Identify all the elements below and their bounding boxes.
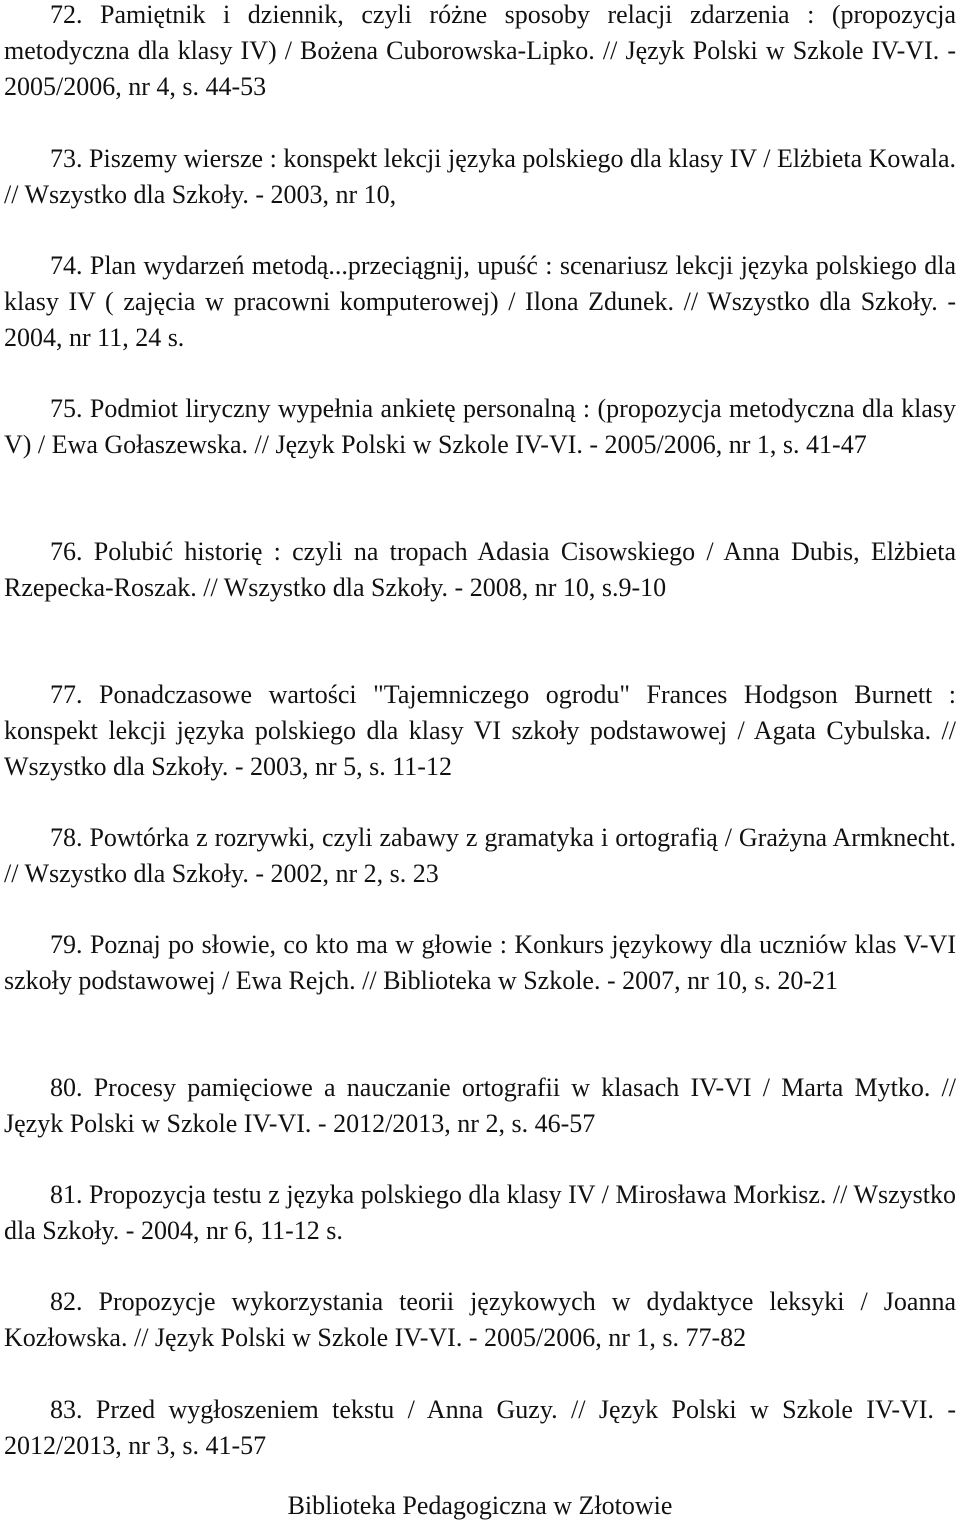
bibliography-entry-81: 81. Propozycja testu z języka polskiego dla klasy IV / Mirosława Morkisz. // Wszystko dla Szkoły. - 2004, nr 6, 11-12 s. (4, 1180, 956, 1245)
bibliography-entry-76: 76. Polubić historię : czyli na tropach Adasia Cisowskiego / Anna Dubis, Elżbieta Rzepecka-Roszak. // Wszystko dla Szkoły. - 2008, nr 10, s.9-10 (4, 537, 956, 602)
bibliography-entry-74: 74. Plan wydarzeń metodą...przeciągnij, upuść : scenariusz lekcji języka polskiego dla klasy IV ( zajęcia w pracowni komputerowej) / Ilona Zdunek. // Wszystko dla Szkoły. - 2004, nr 11, 24 s. (4, 251, 956, 352)
bibliography-entry-73: 73. Piszemy wiersze : konspekt lekcji języka polskiego dla klasy IV / Elżbieta Kowala. // Wszystko dla Szkoły. - 2003, nr 10, (4, 144, 956, 209)
bibliography-entry-72: 72. Pamiętnik i dziennik, czyli różne sposoby relacji zdarzenia : (propozycja metodyczna dla klasy IV) / Bożena Cuborowska-Lipko. // Język Polski w Szkole IV-VI. - 2005/2006, nr 4, s. 44-53 (4, 0, 956, 101)
bibliography-entry-75: 75. Podmiot liryczny wypełnia ankietę personalną : (propozycja metodyczna dla klasy V) / Ewa Gołaszewska. // Język Polski w Szkole IV-VI. - 2005/2006, nr 1, s. 41-47 (4, 394, 956, 459)
bibliography-entry-78: 78. Powtórka z rozrywki, czyli zabawy z gramatyka i ortografią / Grażyna Armknecht. // Wszystko dla Szkoły. - 2002, nr 2, s. 23 (4, 823, 956, 888)
bibliography-entry-83: 83. Przed wygłoszeniem tekstu / Anna Guzy. // Język Polski w Szkole IV-VI. - 2012/2013, nr 3, s. 41-57 (4, 1395, 956, 1460)
bibliography-entry-79: 79. Poznaj po słowie, co kto ma w głowie : Konkurs językowy dla uczniów klas V-VI szkoły podstawowej / Ewa Rejch. // Biblioteka w Szkole. - 2007, nr 10, s. 20-21 (4, 930, 956, 995)
page-footer: Biblioteka Pedagogiczna w Złotowie (287, 1491, 673, 1520)
bibliography-entry-82: 82. Propozycje wykorzystania teorii językowych w dydaktyce leksyki / Joanna Kozłowska. // Język Polski w Szkole IV-VI. - 2005/2006, nr 1, s. 77-82 (4, 1287, 956, 1352)
bibliography-entry-80: 80. Procesy pamięciowe a nauczanie ortografii w klasach IV-VI / Marta Mytko. // Język Polski w Szkole IV-VI. - 2012/2013, nr 2, s. 46-57 (4, 1073, 956, 1138)
bibliography-entry-77: 77. Ponadczasowe wartości "Tajemniczego ogrodu" Frances Hodgson Burnett : konspekt lekcji języka polskiego dla klasy VI szkoły podstawowej / Agata Cybulska. // Wszystko dla Szkoły. - 2003, nr 5, s. 11-12 (4, 680, 956, 781)
